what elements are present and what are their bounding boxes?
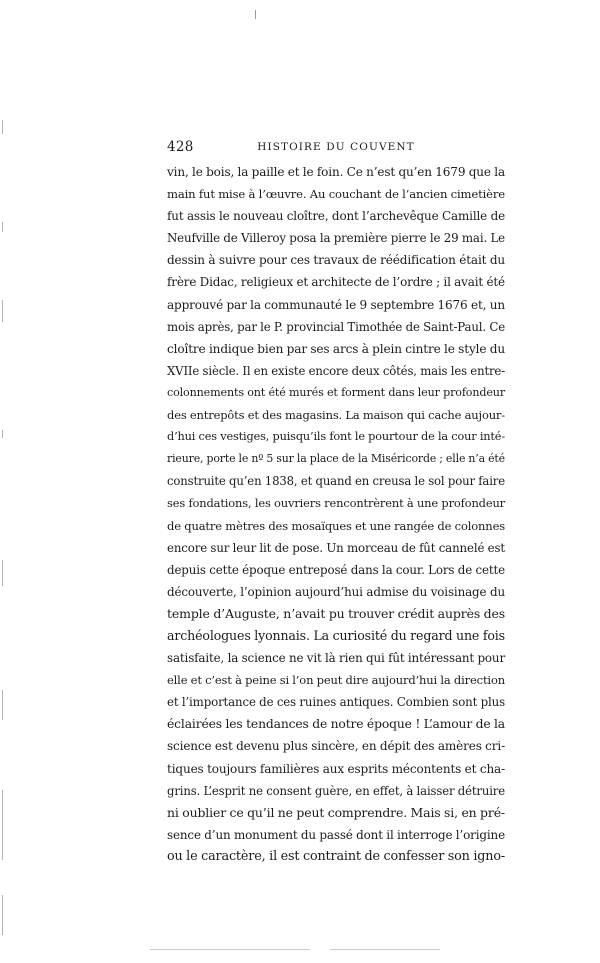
- text-line: construite qu’en 1838, et quand en creusa le sol pour faire: [167, 474, 505, 489]
- text-line: dessin à suivre pour ces travaux de réédification était du: [167, 253, 505, 268]
- page-number: 428: [167, 139, 194, 155]
- edge-mark: [2, 300, 3, 322]
- text-line: temple d’Auguste, n’avait pu trouver crédit auprès des: [167, 605, 505, 621]
- text-line: encore sur leur lit de pose. Un morceau de fût cannelé est: [167, 540, 505, 555]
- text-line: ou le caractère, il est contraint de confesser son igno-: [167, 848, 505, 864]
- text-line: ses fondations, les ouvriers rencontrèrent à une profondeur: [167, 496, 505, 511]
- page-header: [167, 139, 505, 159]
- text-line: vin, le bois, la paille et le foin. Ce n’est qu’en 1679 que la: [167, 165, 505, 179]
- text-line: sence d’un monument du passé dont il interroge l’origine: [167, 827, 505, 842]
- text-line: des entrepôts et des magasins. La maison qui cache aujour-: [167, 408, 505, 423]
- edge-mark: [2, 120, 3, 134]
- scan-edge-rule: [150, 949, 310, 950]
- text-line: frère Didac, religieux et architecte de l’ordre ; il avait été: [167, 275, 505, 290]
- edge-mark: [2, 690, 3, 720]
- text-line: tiques toujours familières aux esprits mécontents et cha-: [167, 761, 505, 776]
- edge-mark: [2, 790, 3, 860]
- edge-mark: [2, 560, 3, 586]
- edge-mark: [2, 222, 3, 232]
- text-line: mois après, par le P. provincial Timothée de Saint-Paul. Ce: [167, 319, 505, 334]
- text-line: et l’importance de ces ruines antiques. Combien sont plus: [167, 695, 505, 710]
- text-line: main fut mise à l’œuvre. Au couchant de l’ancien cimetière: [167, 187, 505, 202]
- text-line: découverte, l’opinion aujourd’hui admise du voisinage du: [167, 584, 505, 599]
- scan-edge-rule: [330, 949, 440, 950]
- scan-mark-top: [255, 10, 256, 19]
- body-text: [167, 161, 505, 868]
- running-head: HISTOIRE DU COUVENT: [257, 141, 415, 153]
- text-line: d’hui ces vestiges, puisqu’ils font le pourtour de la cour inté-: [167, 430, 505, 444]
- text-line: Neufville de Villeroy posa la première pierre le 29 mai. Le: [167, 231, 505, 246]
- text-line: éclairées les tendances de notre époque ! L’amour de la: [167, 717, 505, 732]
- edge-mark: [2, 895, 3, 935]
- edge-mark: [2, 430, 3, 438]
- text-line: cloître indique bien par ses arcs à plein cintre le style du: [167, 341, 505, 356]
- text-line: de quatre mètres des mosaïques et une rangée de colonnes: [167, 518, 505, 533]
- text-line: rieure, porte le nº 5 sur la place de la Miséricorde ; elle n’a été: [167, 452, 505, 466]
- text-line: XVIIe siècle. Il en existe encore deux côtés, mais les entre-: [167, 363, 505, 378]
- text-line: elle et c’est à peine si l’on peut dire aujourd’hui la direction: [167, 673, 505, 688]
- text-line: depuis cette époque entreposé dans la cour. Lors de cette: [167, 562, 505, 577]
- text-line: archéologues lyonnais. La curiosité du regard une fois: [167, 627, 505, 643]
- text-line: grins. L’esprit ne consent guère, en effet, à laisser détruire: [167, 783, 505, 798]
- text-line: approuvé par la communauté le 9 septembre 1676 et, un: [167, 297, 505, 312]
- text-line: science est devenu plus sincère, en dépit des amères cri-: [167, 739, 505, 754]
- text-line: satisfaite, la science ne vit là rien qui fût intéressant pour: [167, 651, 505, 666]
- text-line: fut assis le nouveau cloître, dont l’archevêque Camille de: [167, 209, 505, 224]
- text-line: colonnements ont été murés et forment dans leur profondeur: [167, 385, 505, 399]
- page-edge-marks: [0, 0, 10, 963]
- text-line: ni oublier ce qu’il ne peut comprendre. Mais si, en pré-: [167, 804, 505, 820]
